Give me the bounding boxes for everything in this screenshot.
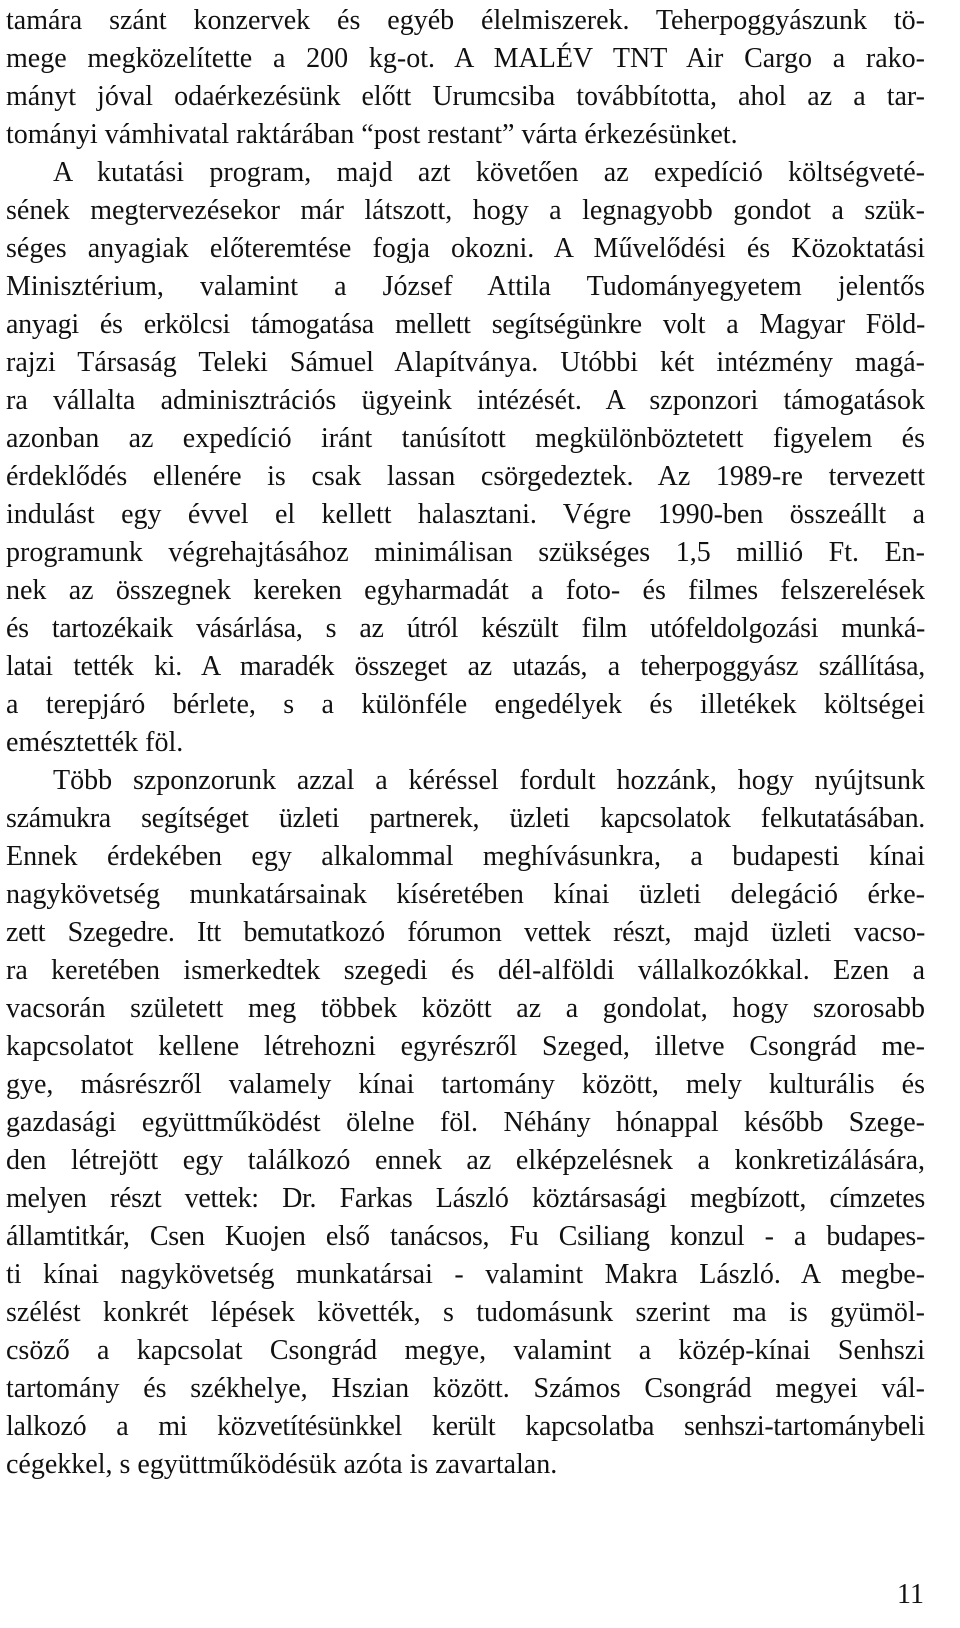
text-line: anyagi és erkölcsi támogatása mellett segítségünkre volt a Magyar Föld-	[6, 309, 925, 340]
text-line: cégekkel, s együttműködésük azóta is zavartalan.	[6, 1449, 558, 1480]
text-line: lalkozó a mi közvetítésünkkel került kapcsolatba senhszi-tartománybeli	[6, 1411, 925, 1442]
text-line: szélést konkrét lépések követték, s tudomásunk szerint ma is gyümöl-	[6, 1297, 925, 1328]
text-line: sének megtervezésekor már látszott, hogy a legnagyobb gondot a szük-	[6, 195, 925, 226]
text-line: ra vállalta adminisztrációs ügyeink intézését. A szponzori támogatások	[6, 385, 925, 416]
page-number: 11	[897, 1579, 924, 1610]
text-line: séges anyagiak előteremtése fogja okozni. A Művelődési és Közoktatási	[6, 233, 925, 264]
text-line: nagykövetség munkatársainak kíséretében kínai üzleti delegáció érke-	[6, 879, 925, 910]
text-line: Ennek érdekében egy alkalommal meghívásunkra, a budapesti kínai	[6, 841, 925, 872]
text-line: államtitkár, Csen Kuojen első tanácsos, Fu Csiliang konzul - a budapes-	[6, 1221, 925, 1252]
text-line: mányt jóval odaérkezésünk előtt Urumcsiba továbbította, ahol az a tar-	[6, 81, 925, 112]
text-line: vacsorán született meg többek között az a gondolat, hogy szorosabb	[6, 993, 925, 1024]
text-line: csöző a kapcsolat Csongrád megye, valamint a közép-kínai Senhszi	[6, 1335, 925, 1366]
text-line: gye, másrészről valamely kínai tartomány között, mely kulturális és	[6, 1069, 925, 1100]
text-line: rajzi Társaság Teleki Sámuel Alapítványa. Utóbbi két intézmény magá-	[6, 347, 925, 378]
paragraph-first-line: A kutatási program, majd azt követően az expedíció költségveté-	[53, 157, 925, 188]
text-line: zett Szegedre. Itt bemutatkozó fórumon vettek részt, majd üzleti vacso-	[6, 917, 925, 948]
text-line: gazdasági együttműködést ölelne föl. Néhány hónappal később Szege-	[6, 1107, 925, 1138]
text-line: den létrejött egy találkozó ennek az elképzelésnek a konkretizálására,	[6, 1145, 925, 1176]
text-line: ti kínai nagykövetség munkatársai - valamint Makra László. A megbe-	[6, 1259, 925, 1290]
text-line: tományi vámhivatal raktárában “post restant” várta érkezésünket.	[6, 119, 738, 150]
text-line: és tartozékaik vásárlása, s az útról készült film utófeldolgozási munká-	[6, 613, 925, 644]
text-line: indulást egy évvel el kellett halasztani. Végre 1990-ben összeállt a	[6, 499, 925, 530]
text-line: Minisztérium, valamint a József Attila Tudományegyetem jelentős	[6, 271, 925, 302]
text-line: ra keretében ismerkedtek szegedi és dél-alföldi vállalkozókkal. Ezen a	[6, 955, 925, 986]
text-line: tamára szánt konzervek és egyéb élelmiszerek. Teherpoggyászunk tö-	[6, 5, 925, 36]
text-line: számukra segítséget üzleti partnerek, üzleti kapcsolatok felkutatásában.	[6, 803, 925, 834]
text-line: programunk végrehajtásához minimálisan szükséges 1,5 millió Ft. En-	[6, 537, 925, 568]
text-line: kapcsolatot kellene létrehozni egyrészről Szeged, illetve Csongrád me-	[6, 1031, 925, 1062]
text-line: a terepjáró bérlete, s a különféle engedélyek és illetékek költségei	[6, 689, 925, 720]
text-line: azonban az expedíció iránt tanúsított megkülönböztetett figyelem és	[6, 423, 925, 454]
document-body	[6, 2, 925, 1484]
text-line: érdeklődés ellenére is csak lassan csörgedeztek. Az 1989-re tervezett	[6, 461, 925, 492]
text-line: tartomány és székhelye, Hszian között. Számos Csongrád megyei vál-	[6, 1373, 925, 1404]
paragraph-first-line: Több szponzorunk azzal a kéréssel fordult hozzánk, hogy nyújtsunk	[53, 765, 925, 796]
text-line: latai tették ki. A maradék összeget az utazás, a teherpoggyász szállítása,	[6, 651, 925, 682]
text-line: melyen részt vettek: Dr. Farkas László köztársasági megbízott, címzetes	[6, 1183, 925, 1214]
text-line: mege megközelítette a 200 kg-ot. A MALÉV TNT Air Cargo a rako-	[6, 43, 925, 74]
text-line: nek az összegnek kereken egyharmadát a foto- és filmes felszerelések	[6, 575, 925, 606]
text-line: emésztették föl.	[6, 727, 184, 758]
